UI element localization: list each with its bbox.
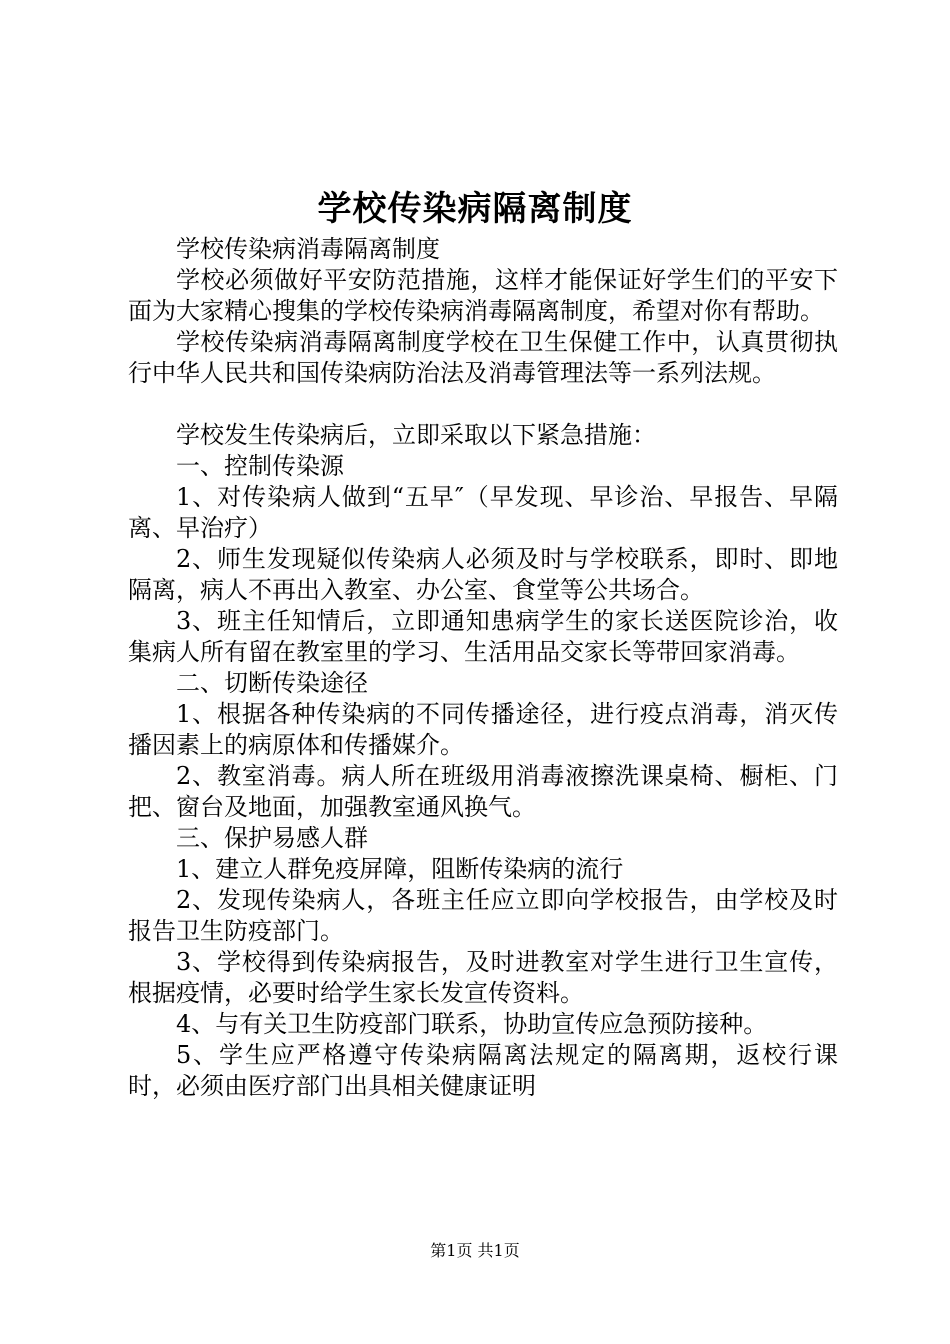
list-item: 1、对传染病人做到“五早″（早发现、早诊治、早报告、早隔离、早治疗） <box>128 483 838 542</box>
list-item: 2、教室消毒。病人所在班级用消毒液擦洗课桌椅、橱柜、门把、窗台及地面，加强教室通风换气。 <box>128 762 838 821</box>
list-item: 4、与有关卫生防疫部门联系，协助宣传应急预防接种。 <box>176 1010 768 1038</box>
list-item: 3、班主任知情后，立即通知患病学生的家长送医院诊治，收集病人所有留在教室里的学习、生活用品交家长等带回家消毒。 <box>128 607 838 666</box>
paragraph-subtitle: 学校传染病消毒隔离制度 <box>176 235 440 263</box>
document-body <box>128 234 838 1102</box>
list-item: 3、学校得到传染病报告，及时进教室对学生进行卫生宣传，根据疫情，必要时给学生家长发宣传资料。 <box>128 948 838 1007</box>
list-item: 1、建立人群免疫屏障，阻断传染病的流行 <box>176 855 624 883</box>
paragraph-emergency-measures: 学校发生传染病后，立即采取以下紧急措施： <box>176 421 656 449</box>
section-heading-cut-route: 二、切断传染途径 <box>176 669 368 697</box>
page-number: 第1页 共1页 <box>430 1241 520 1260</box>
list-item: 2、发现传染病人，各班主任应立即向学校报告，由学校及时报告卫生防疫部门。 <box>128 886 838 945</box>
list-item: 2、师生发现疑似传染病人必须及时与学校联系，即时、即地隔离，病人不再出入教室、办公室、食堂等公共场合。 <box>128 545 838 604</box>
paragraph-regulation: 学校传染病消毒隔离制度学校在卫生保健工作中，认真贯彻执行中华人民共和国传染病防治法及消毒管理法等一系列法规。 <box>128 328 838 387</box>
section-heading-protect-susceptible: 三、保护易感人群 <box>176 824 368 852</box>
list-item: 1、根据各种传染病的不同传播途径，进行疫点消毒，消灭传播因素上的病原体和传播媒介。 <box>128 700 838 759</box>
document-title: 学校传染病隔离制度 <box>317 189 633 229</box>
section-heading-control-source: 一、控制传染源 <box>176 452 344 480</box>
paragraph-intro: 学校必须做好平安防范措施，这样才能保证好学生们的平安下面为大家精心搜集的学校传染病消毒隔离制度，希望对你有帮助。 <box>128 266 838 325</box>
list-item: 5、学生应严格遵守传染病隔离法规定的隔离期，返校行课时，必须由医疗部门出具相关健康证明 <box>128 1041 838 1100</box>
